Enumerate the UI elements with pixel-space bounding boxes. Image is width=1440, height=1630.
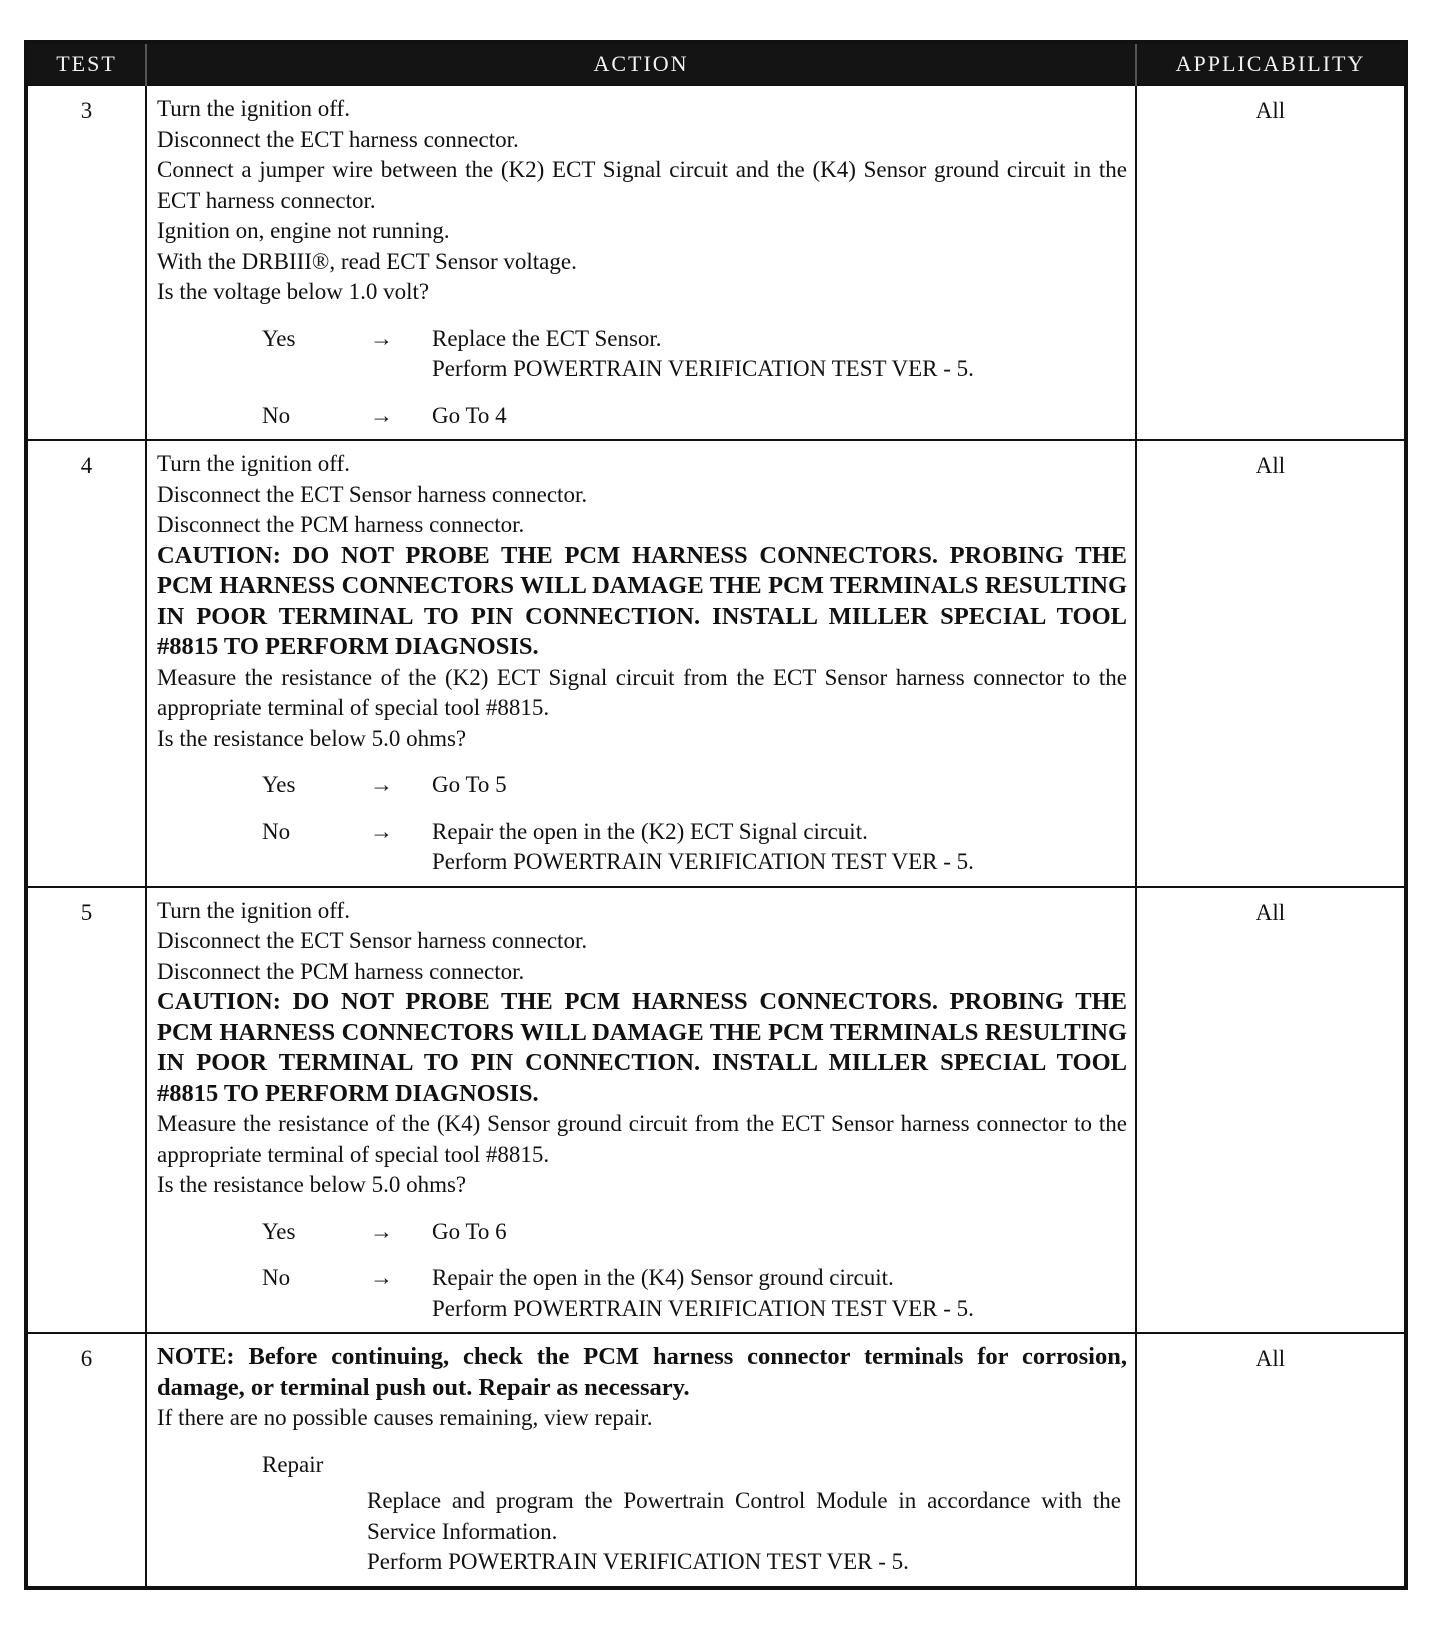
test-number: 5 xyxy=(26,887,146,1334)
header-applicability: APPLICABILITY xyxy=(1136,42,1406,85)
table-row xyxy=(26,440,1406,887)
yes-result xyxy=(432,770,1127,801)
step-text: Turn the ignition off. xyxy=(157,897,350,923)
header-action: ACTION xyxy=(146,42,1136,85)
yes-result xyxy=(432,324,1127,385)
arrow-icon: → xyxy=(370,325,393,351)
result-line: Go To 6 xyxy=(432,1218,507,1244)
no-result xyxy=(432,1263,1127,1324)
arrow-icon: → xyxy=(370,1265,393,1290)
step-text: Disconnect the ECT Sensor harness connector. xyxy=(157,481,588,507)
result-line: Perform POWERTRAIN VERIFICATION TEST VER - 5. xyxy=(432,1295,974,1321)
step-text: Is the resistance below 5.0 ohms? xyxy=(157,725,467,751)
step-text: Turn the ignition off. xyxy=(157,451,350,476)
step-text: Disconnect the PCM harness connector. xyxy=(157,958,525,984)
table-row xyxy=(26,85,1406,440)
step-text: With the DRBIII®, read ECT Sensor voltage. xyxy=(157,248,577,274)
yes-label: Yes xyxy=(262,772,296,797)
yes-label: Yes xyxy=(262,1218,296,1244)
no-branch xyxy=(262,817,1127,878)
yes-result xyxy=(432,1217,1127,1248)
answer-list xyxy=(157,1217,1127,1325)
action-cell xyxy=(146,440,1136,887)
result-line: Repair the open in the (K2) ECT Signal circuit. xyxy=(432,818,868,844)
arrow-icon: → xyxy=(370,1218,393,1244)
action-cell xyxy=(146,85,1136,440)
step-text: Turn the ignition off. xyxy=(157,96,350,121)
diagnostic-test-table xyxy=(24,40,1408,1590)
header-test: TEST xyxy=(26,42,146,85)
step-text: Disconnect the ECT harness connector. xyxy=(157,126,519,152)
step-text: Connect a jumper wire between the (K2) ECT Signal circuit and the (K4) Sensor ground circuit in the ECT harness connector. xyxy=(157,157,1127,213)
applicability-value: All xyxy=(1136,1333,1406,1588)
result-line: Go To 5 xyxy=(432,772,507,797)
result-line: Perform POWERTRAIN VERIFICATION TEST VER - 5. xyxy=(432,849,974,874)
step-text: Measure the resistance of the (K2) ECT Signal circuit from the ECT Sensor harness connector to the appropriate terminal of special tool #8815. xyxy=(157,664,1127,720)
applicability-value: All xyxy=(1136,85,1406,440)
yes-branch xyxy=(262,770,1127,801)
yes-branch xyxy=(262,324,1127,385)
header-row xyxy=(26,42,1406,85)
step-text: Ignition on, engine not running. xyxy=(157,218,450,243)
no-label: No xyxy=(262,402,291,428)
arrow-icon: → xyxy=(370,402,393,428)
yes-label: Yes xyxy=(262,325,296,351)
applicability-value: All xyxy=(1136,887,1406,1334)
test-number: 4 xyxy=(26,440,146,887)
no-label: No xyxy=(262,818,291,844)
caution-text: CAUTION: DO NOT PROBE THE PCM HARNESS CONNECTORS. PROBING THE PCM HARNESS CONNECTORS WILL DAMAGE THE PCM TERMINALS RESULTING IN POOR TERMINAL TO PIN CONNECTION. INSTALL MILLER SPECIAL TOOL #8815 TO PERFORM DIAGNOSIS. xyxy=(157,988,1127,1107)
repair-label: Repair xyxy=(262,1451,324,1477)
arrow-icon: → xyxy=(370,772,393,797)
step-text: Disconnect the ECT Sensor harness connector. xyxy=(157,928,588,953)
repair-line: Replace and program the Powertrain Control Module in accordance with the Service Information. xyxy=(367,1488,1121,1544)
result-line: Replace the ECT Sensor. xyxy=(432,325,662,351)
no-result xyxy=(432,401,1127,432)
step-text: Is the voltage below 1.0 volt? xyxy=(157,279,430,304)
caution-text: CAUTION: DO NOT PROBE THE PCM HARNESS CONNECTORS. PROBING THE PCM HARNESS CONNECTORS WILL DAMAGE THE PCM TERMINALS RESULTING IN POOR TERMINAL TO PIN CONNECTION. INSTALL MILLER SPECIAL TOOL #8815 TO PERFORM DIAGNOSIS. xyxy=(157,541,1127,660)
no-label: No xyxy=(262,1265,291,1290)
yes-branch xyxy=(262,1217,1127,1248)
no-result xyxy=(432,817,1127,878)
test-number: 3 xyxy=(26,85,146,440)
applicability-value: All xyxy=(1136,440,1406,887)
arrow-icon: → xyxy=(370,818,393,844)
step-text: Is the resistance below 5.0 ohms? xyxy=(157,1172,467,1197)
no-branch xyxy=(262,401,1127,432)
table-row xyxy=(26,887,1406,1334)
result-line: Repair the open in the (K4) Sensor ground circuit. xyxy=(432,1265,894,1290)
action-cell xyxy=(146,887,1136,1334)
table-row xyxy=(26,1333,1406,1588)
result-line: Perform POWERTRAIN VERIFICATION TEST VER - 5. xyxy=(432,356,974,381)
answer-list xyxy=(157,770,1127,878)
step-text: Disconnect the PCM harness connector. xyxy=(157,512,525,537)
repair-line: Perform POWERTRAIN VERIFICATION TEST VER - 5. xyxy=(367,1549,909,1574)
diagnostic-page xyxy=(24,40,1404,1590)
action-cell xyxy=(146,1333,1136,1588)
step-text: If there are no possible causes remaining, view repair. xyxy=(157,1405,653,1430)
test-number: 6 xyxy=(26,1333,146,1588)
answer-list xyxy=(157,324,1127,432)
result-line: Go To 4 xyxy=(432,402,507,428)
no-branch xyxy=(262,1263,1127,1324)
note-text: NOTE: Before continuing, check the PCM harness connector terminals for corrosion, damage, or terminal push out. Repair as necessary. xyxy=(157,1343,1127,1401)
repair-instructions xyxy=(367,1486,1121,1578)
step-text: Measure the resistance of the (K4) Sensor ground circuit from the ECT Sensor harness connector to the appropriate terminal of special tool #8815. xyxy=(157,1111,1127,1167)
